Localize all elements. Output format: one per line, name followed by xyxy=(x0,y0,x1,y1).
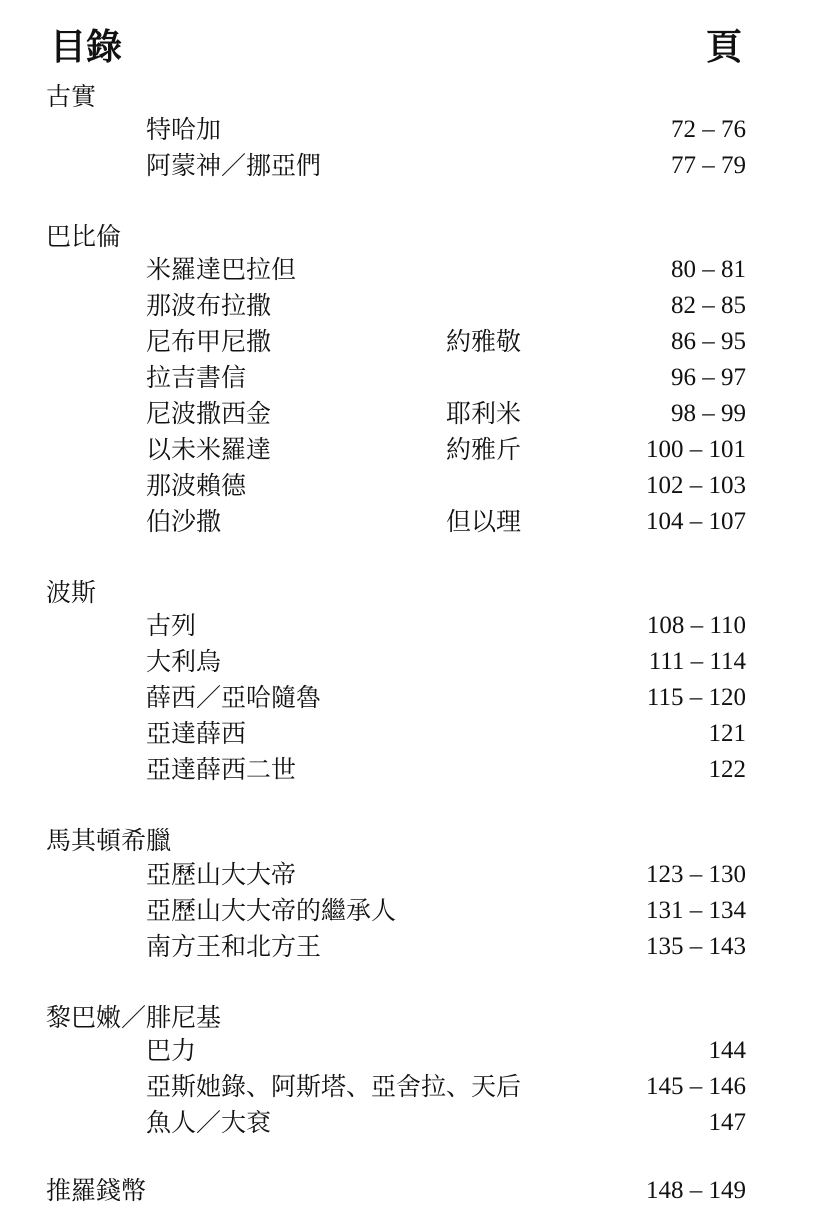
section-title: 黎巴嫩／腓尼基 xyxy=(46,1003,222,1032)
entry-title: 尼波撒西金 xyxy=(146,399,272,428)
entry-title: 特哈加 xyxy=(146,115,222,144)
entry-title: 巴力 xyxy=(146,1036,197,1065)
entry-pages: 100 – 101 xyxy=(646,436,746,463)
entry-title: 阿蒙神／挪亞們 xyxy=(146,151,322,180)
entry-pages: 96 – 97 xyxy=(671,364,746,391)
toc-entry xyxy=(0,1069,822,1105)
entry-title: 古列 xyxy=(146,611,197,640)
entry-pages: 131 – 134 xyxy=(646,897,746,924)
toc-entry xyxy=(0,468,822,504)
entry-person: 約雅敬 xyxy=(446,327,522,356)
section-title: 馬其頓希臘 xyxy=(46,826,172,855)
toc-entry xyxy=(0,1033,822,1069)
entry-pages: 108 – 110 xyxy=(646,612,746,639)
toc-entry xyxy=(0,929,822,965)
toc-entry xyxy=(0,432,822,468)
page-title: 目錄 xyxy=(50,26,123,68)
entry-pages: 98 – 99 xyxy=(671,400,746,427)
entry-pages: 86 – 95 xyxy=(671,328,746,355)
entry-pages: 77 – 79 xyxy=(671,152,746,179)
entry-title: 尼布甲尼撒 xyxy=(146,327,272,356)
section-title: 巴比倫 xyxy=(46,222,122,251)
entry-pages: 123 – 130 xyxy=(646,861,746,888)
toc-entry xyxy=(0,608,822,644)
entry-title: 米羅達巴拉但 xyxy=(146,255,297,284)
section-title: 古實 xyxy=(46,82,97,111)
entry-person: 約雅斤 xyxy=(446,435,522,464)
entry-title: 亞斯她錄、阿斯塔、亞舍拉、天后 xyxy=(146,1072,522,1101)
entry-title: 拉吉書信 xyxy=(146,363,247,392)
toc-entry xyxy=(0,288,822,324)
entry-title: 亞歷山大大帝的繼承人 xyxy=(146,896,397,925)
entry-title: 以未米羅達 xyxy=(146,435,272,464)
entry-pages: 122 xyxy=(708,756,746,783)
entry-title: 那波布拉撒 xyxy=(146,291,272,320)
entry-pages: 135 – 143 xyxy=(646,933,746,960)
entry-title: 伯沙撒 xyxy=(146,507,222,536)
section-title: 推羅錢幣 xyxy=(46,1176,147,1205)
entry-title: 亞歷山大大帝 xyxy=(146,860,297,889)
entry-pages: 82 – 85 xyxy=(671,292,746,319)
entry-title: 大利烏 xyxy=(146,647,222,676)
entry-title: 南方王和北方王 xyxy=(146,932,322,961)
entry-pages: 111 – 114 xyxy=(648,648,746,675)
entry-title: 魚人／大袞 xyxy=(146,1108,272,1137)
entry-pages: 121 xyxy=(708,720,746,747)
toc-entry xyxy=(0,112,822,148)
toc-entry xyxy=(0,360,822,396)
entry-person: 耶利米 xyxy=(446,399,522,428)
toc-entry xyxy=(0,752,822,788)
toc-entry xyxy=(0,857,822,893)
entry-title: 亞達薛西 xyxy=(146,719,247,748)
toc-entry xyxy=(0,680,822,716)
section-pages: 148 – 149 xyxy=(646,1177,746,1204)
entry-pages: 80 – 81 xyxy=(671,256,746,283)
toc-entry xyxy=(0,148,822,184)
entry-pages: 104 – 107 xyxy=(646,508,746,535)
entry-pages: 145 – 146 xyxy=(646,1073,746,1100)
toc-entry xyxy=(0,893,822,929)
toc-entry xyxy=(0,716,822,752)
section-title: 波斯 xyxy=(46,578,97,607)
entry-pages: 144 xyxy=(708,1037,746,1064)
entry-person: 但以理 xyxy=(446,507,522,536)
toc-entry xyxy=(0,644,822,680)
toc-entry xyxy=(0,324,822,360)
page-column-heading: 頁 xyxy=(705,26,742,68)
toc-entry xyxy=(0,396,822,432)
entry-pages: 147 xyxy=(708,1109,746,1136)
entry-pages: 102 – 103 xyxy=(646,472,746,499)
toc-entry xyxy=(0,504,822,540)
toc-entry xyxy=(0,252,822,288)
entry-title: 亞達薛西二世 xyxy=(146,755,297,784)
entry-title: 那波賴德 xyxy=(146,471,247,500)
entry-pages: 115 – 120 xyxy=(646,684,746,711)
entry-title: 薛西／亞哈隨魯 xyxy=(146,683,322,712)
entry-pages: 72 – 76 xyxy=(671,116,746,143)
toc-entry xyxy=(0,1105,822,1141)
